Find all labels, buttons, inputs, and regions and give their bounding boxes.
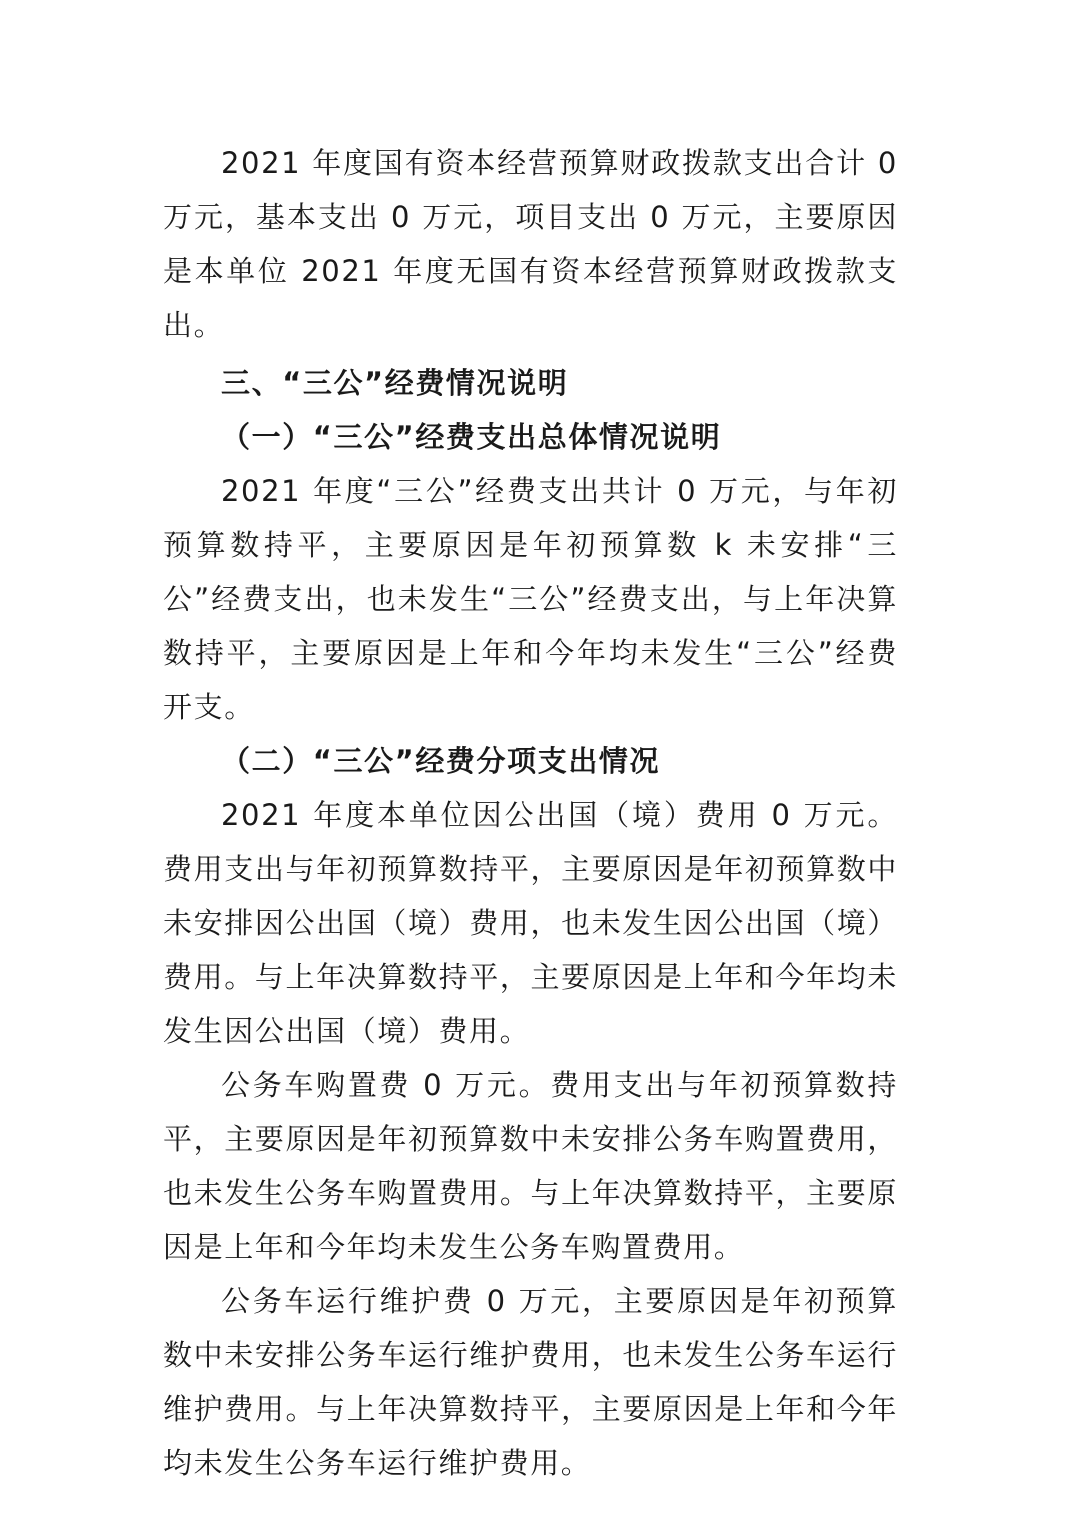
subsection-heading-itemized: （二）“三公”经费分项支出情况 bbox=[221, 744, 661, 778]
paragraph-vehicle-maintenance: 公务车运行维护费 0 万元，主要原因是年初预算数中未安排公务车运行维护费用，也未发生公务车运行维护费用。与上年决算数持平，主要原因是上年和今年均未发生公务车运行维护费用。 bbox=[163, 1284, 898, 1480]
document-body bbox=[163, 136, 898, 1490]
paragraph-overall-expenses: 2021 年度“三公”经费支出共计 0 万元，与年初预算数持平，主要原因是年初预算数 k 未安排“三公”经费支出，也未发生“三公”经费支出，与上年决算数持平，主要原因是上年和今年均未发生“三公”经费开支。 bbox=[163, 474, 898, 724]
paragraph-state-capital-budget: 2021 年度国有资本经营预算财政拨款支出合计 0 万元，基本支出 0 万元，项目支出 0 万元，主要原因是本单位 2021 年度无国有资本经营预算财政拨款支出。 bbox=[163, 146, 898, 342]
paragraph-vehicle-purchase: 公务车购置费 0 万元。费用支出与年初预算数持平，主要原因是年初预算数中未安排公务车购置费用，也未发生公务车购置费用。与上年决算数持平，主要原因是上年和今年均未发生公务车购置费用。 bbox=[163, 1068, 898, 1264]
section-heading-three-public-expenses: 三、“三公”经费情况说明 bbox=[221, 366, 569, 400]
subsection-heading-overall: （一）“三公”经费支出总体情况说明 bbox=[221, 420, 722, 454]
paragraph-overseas-travel: 2021 年度本单位因公出国（境）费用 0 万元。费用支出与年初预算数持平，主要原因是年初预算数中未安排因公出国（境）费用，也未发生因公出国（境）费用。与上年决算数持平，主要原因是上年和今年均未发生因公出国（境）费用。 bbox=[163, 798, 898, 1048]
